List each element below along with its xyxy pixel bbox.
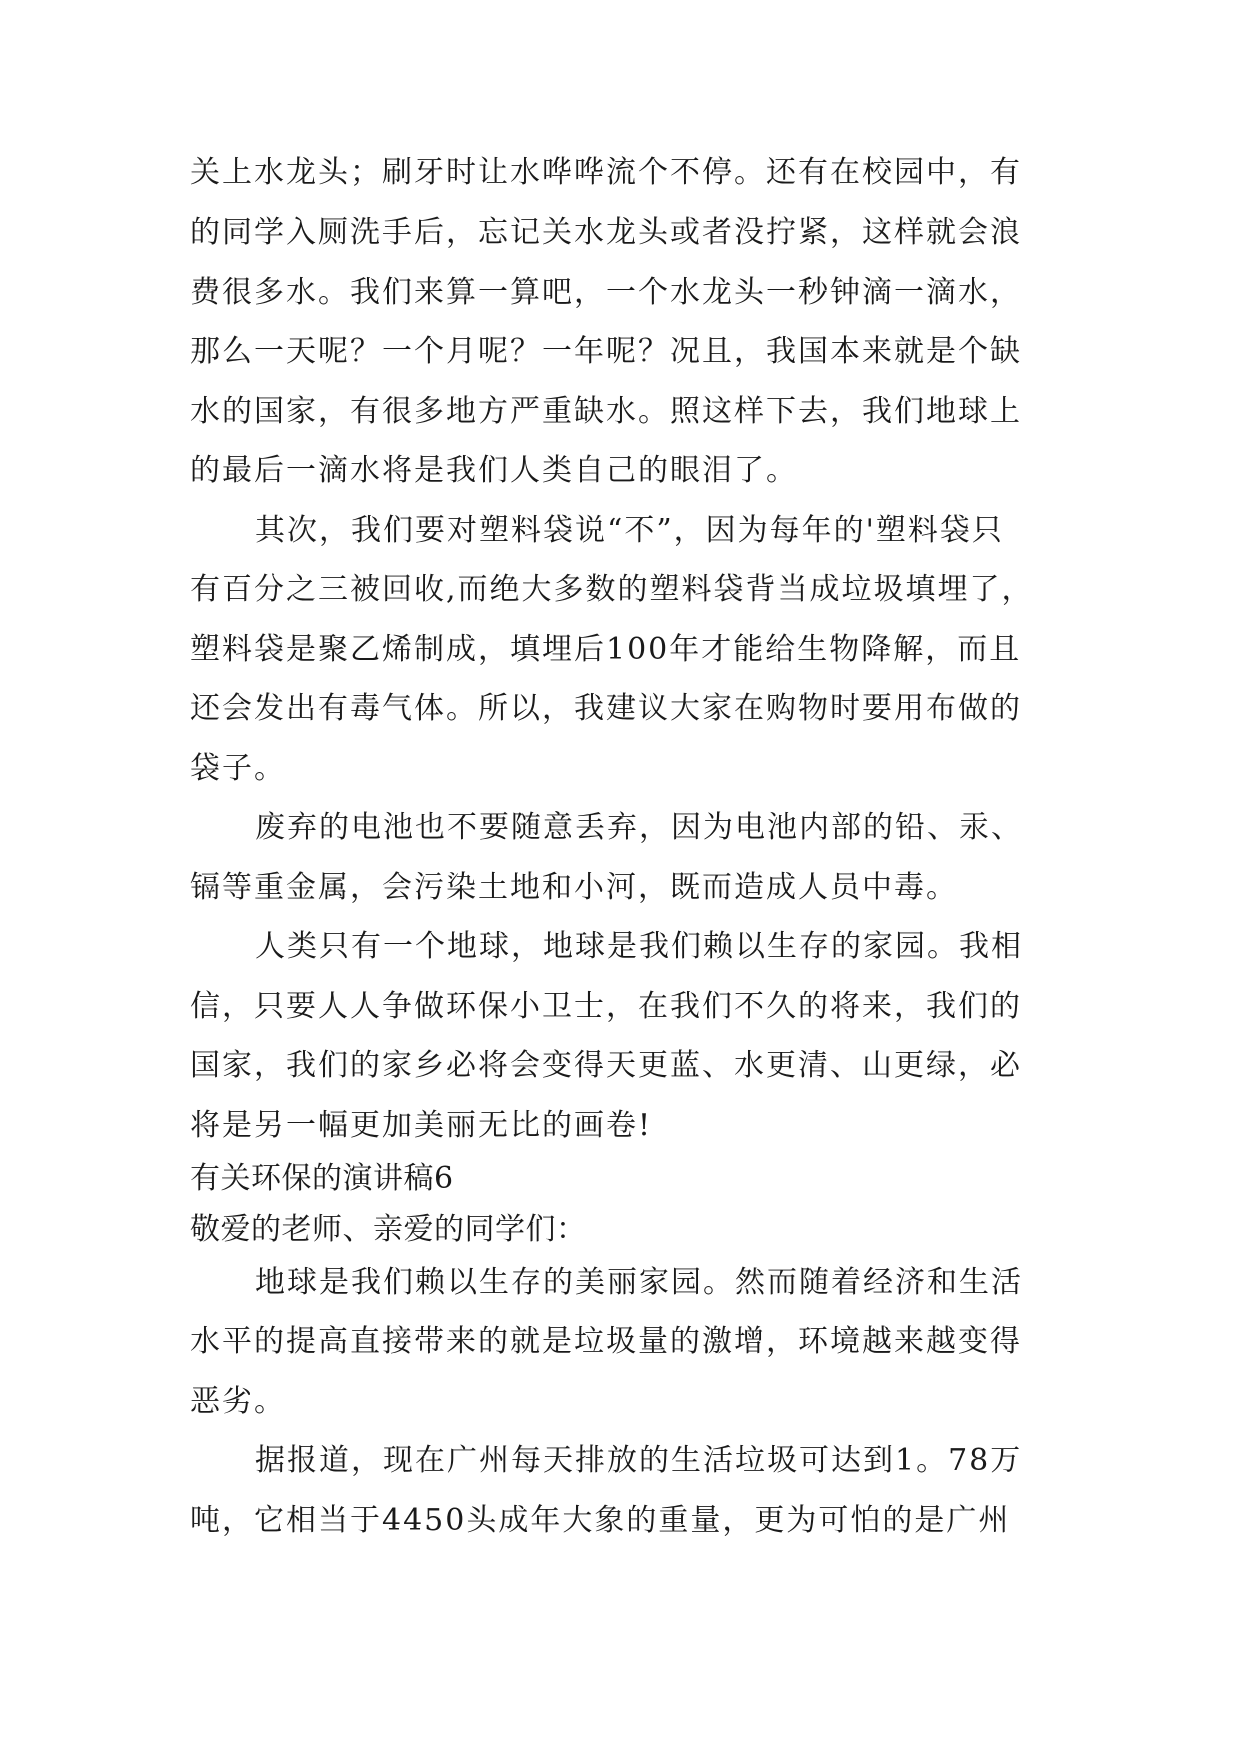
salutation: 敬爱的老师、亲爱的同学们： (190, 1212, 587, 1247)
text-line: 的最后一滴水将是我们人类自己的眼泪了。 (190, 453, 798, 488)
text-line: 的同学入厕洗手后，忘记关水龙头或者没拧紧，这样就会浪 (190, 215, 1022, 250)
text-line: 恶劣。 (190, 1384, 286, 1419)
paragraph-start-line: 废弃的电池也不要随意丢弃，因为电池内部的铅、汞、 (255, 810, 1023, 845)
paragraph-start-line: 地球是我们赖以生存的美丽家园。然而随着经济和生活 (255, 1265, 1023, 1300)
text-line: 水平的提高直接带来的就是垃圾量的激增，环境越来越变得 (190, 1324, 1022, 1359)
paragraph-start-line: 据报道，现在广州每天排放的生活垃圾可达到1。78万 (255, 1443, 1023, 1478)
paragraph-start-line: 其次，我们要对塑料袋说“不”，因为每年的'塑料袋只 (255, 513, 1004, 548)
text-line: 塑料袋是聚乙烯制成，填埋后100年才能给生物降解，而且 (190, 632, 1022, 667)
text-line: 有百分之三被回收,而绝大多数的塑料袋背当成垃圾填埋了， (190, 572, 1034, 607)
text-line: 费很多水。我们来算一算吧，一个水龙头一秒钟滴一滴水， (190, 275, 1022, 310)
text-line: 关上水龙头；刷牙时让水哗哗流个不停。还有在校园中，有 (190, 155, 1022, 190)
text-line: 镉等重金属，会污染土地和小河，既而造成人员中毒。 (190, 870, 958, 905)
text-line: 国家，我们的家乡必将会变得天更蓝、水更清、山更绿，必 (190, 1048, 1022, 1083)
text-line: 信，只要人人争做环保小卫士，在我们不久的将来，我们的 (190, 989, 1022, 1024)
text-line: 将是另一幅更加美丽无比的画卷! (190, 1108, 653, 1143)
text-line: 那么一天呢？一个月呢？一年呢？况且，我国本来就是个缺 (190, 334, 1022, 369)
text-line: 还会发出有毒气体。所以，我建议大家在购物时要用布做的 (190, 691, 1022, 726)
section-heading: 有关环保的演讲稿6 (190, 1161, 454, 1196)
text-line: 水的国家，有很多地方严重缺水。照这样下去，我们地球上 (190, 394, 1022, 429)
text-line: 吨，它相当于4450头成年大象的重量，更为可怕的是广州 (190, 1503, 1011, 1538)
paragraph-start-line: 人类只有一个地球，地球是我们赖以生存的家园。我相 (255, 929, 1023, 964)
text-line: 袋子。 (190, 751, 286, 786)
